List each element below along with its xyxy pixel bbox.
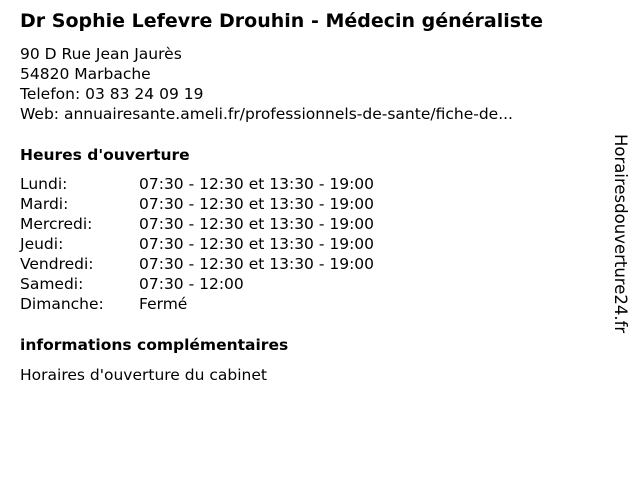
day-label: Dimanche: — [20, 295, 104, 313]
website: Web: annuairesante.ameli.fr/professionnels-de-sante/fiche-de... — [20, 105, 513, 123]
page-title: Dr Sophie Lefevre Drouhin - Médecin généraliste — [20, 10, 544, 32]
phone-number: Telefon: 03 83 24 09 19 — [20, 85, 204, 103]
day-label: Samedi: — [20, 275, 84, 293]
site-watermark: Horairesdouverture24.fr — [611, 134, 630, 334]
hours-value: 07:30 - 12:30 et 13:30 - 19:00 — [139, 235, 375, 253]
opening-hours-heading: Heures d'ouverture — [20, 146, 190, 164]
city: 54820 Marbache — [20, 65, 151, 83]
additional-info-text: Horaires d'ouverture du cabinet — [20, 366, 267, 384]
address-block — [20, 44, 513, 124]
additional-info-heading: informations complémentaires — [20, 336, 289, 354]
day-label: Mardi: — [20, 195, 69, 213]
hours-value: 07:30 - 12:30 et 13:30 - 19:00 — [139, 175, 375, 193]
day-label: Lundi: — [20, 175, 68, 193]
hours-value: 07:30 - 12:00 — [139, 275, 244, 293]
day-label: Jeudi: — [20, 235, 64, 253]
hours-value: 07:30 - 12:30 et 13:30 - 19:00 — [139, 255, 375, 273]
hours-value: 07:30 - 12:30 et 13:30 - 19:00 — [139, 195, 375, 213]
day-label: Mercredi: — [20, 215, 93, 233]
hours-value: Fermé — [139, 295, 188, 313]
street-address: 90 D Rue Jean Jaurès — [20, 45, 182, 63]
hours-value: 07:30 - 12:30 et 13:30 - 19:00 — [139, 215, 375, 233]
day-label: Vendredi: — [20, 255, 94, 273]
